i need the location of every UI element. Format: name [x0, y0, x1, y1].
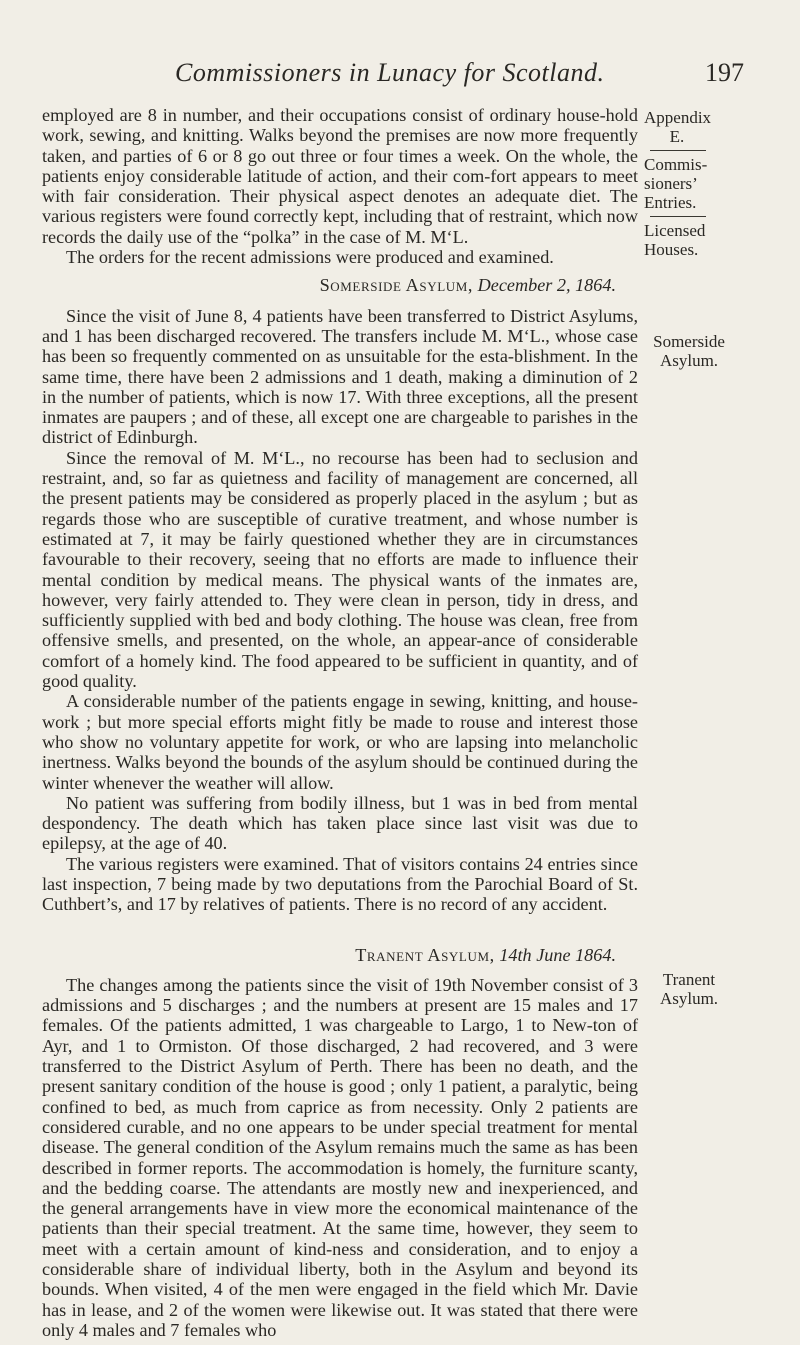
sidenote-rule — [650, 216, 706, 217]
paragraph: A considerable number of the patients engage in sewing, knitting, and house-work ; but more special efforts might fitly be made to rouse and interest those who show no voluntary appetite for work, or who are lapsing into melancholic inertness. Walks beyond the bounds of the asylum should be continued during the winter whenever the weather will allow. — [42, 691, 638, 793]
paragraph: Since the removal of M. M‘L., no recourse has been had to seclusion and restraint, and, so far as quietness and facility of management are concerned, all the present patients may be considered as properly placed in the asylum ; but as regards those who are susceptible of curative treatment, and whose number is estimated at 7, it may be fairly questioned whether they are in circumstances favourable to their recovery, seeing that no efforts are made to influence their mental condition by medical means. The physical wants of the inmates are, however, very fairly attended to. They were clean in person, tidy in dress, and sufficiently supplied with bed and body clothing. The house was clean, free from offensive smells, and presented, on the whole, an appear-ance of considerable comfort of a homely kind. The food appeared to be sufficient in quantity, and of good quality. — [42, 447, 638, 692]
sidenote-entries-line3: Entries. — [644, 193, 697, 212]
running-title: Commissioners in Lunacy for Scotland. — [175, 58, 605, 87]
paragraph: Since the visit of June 8, 4 patients have been transferred to District Asylums, and 1 has been discharged recovered. The transfers include M. M‘L., whose case has been so frequently commented on as unsuitable for the esta-blishment. In the same time, there have been 2 admissions and 1 death, making a diminution of 2 in the number of patients, which is now 17. With three exceptions, all the present inmates are paupers ; and of these, all except one are chargeable to parishes in the district of Edinburgh. — [42, 305, 638, 448]
sidenote-somerside — [644, 332, 794, 370]
sidenote-appendix-letter: E. — [669, 127, 685, 146]
sidenote-appendix-label: Appendix — [644, 108, 712, 127]
running-head — [0, 58, 800, 98]
sidenote-tranent-line1: Tranent — [662, 970, 716, 989]
sidenote-entries-line1: Commis- — [644, 155, 708, 174]
section-heading-date: December 2, 1864. — [477, 275, 616, 296]
sidenote-tranent — [644, 970, 794, 1008]
sidenote-houses: Houses. — [644, 240, 699, 259]
section-heading-name: Somerside Asylum, — [319, 275, 474, 296]
section-gap — [42, 915, 638, 937]
sidenote-appendix — [644, 108, 794, 259]
paragraph: The orders for the recent admissions were produced and examined. — [66, 247, 554, 268]
sidenote-somerside-line1: Somerside — [653, 332, 725, 351]
section-heading-somerside — [42, 275, 616, 295]
paragraph: No patient was suffering from bodily illness, but 1 was in bed from mental despondency. The death which has taken place since last visit was due to epilepsy, at the age of 40. — [42, 792, 638, 854]
page-number: 197 — [705, 58, 744, 87]
sidenote-tranent-line2: Asylum. — [659, 989, 719, 1008]
paragraph: The changes among the patients since the visit of 19th November consist of 3 admissions and 5 discharges ; and the numbers at present are 15 males and 17 females. Of the patients admitted, 1 was chargeable to Largo, 1 to New-ton of Ayr, and 1 to Ormiston. Of those discharged, 2 had recovered, and 3 were transferred to the District Asylum of Perth. There has been no death, and the present sanitary condition of the house is good ; only 1 patient, a paralytic, being confined to bed, as much from caprice as from necessity. Only 2 patients are considered curable, and no one appears to be under special treatment for mental disease. The general condition of the Asylum remains much the same as has been described in former reports. The accommodation is homely, the furniture scanty, and the bedding coarse. The attendants are mostly new and inexperienced, and the general arrangements have in view more the economical maintenance of the patients than their special treatment. At the same time, however, they seem to meet with a certain amount of kind-ness and consideration, and to enjoy a considerable share of individual liberty, both in the Asylum and beyond its bounds. When visited, 4 of the men were engaged in the field which Mr. Davie has in lease, and 2 of the women were likewise out. It was stated that there were only 4 males and 7 females who — [42, 974, 638, 1340]
sidenote-somerside-line2: Asylum. — [659, 351, 719, 370]
paragraph: employed are 8 in number, and their occupations consist of ordinary house-hold work, sewing, and knitting. Walks beyond the premises are now more frequently taken, and parties of 6 or 8 go out three or four times a week. On the whole, the patients enjoy considerable latitude of action, and their com-fort appears to meet with fair consideration. Their physical aspect denotes an adequate diet. The various registers were found correctly kept, including that of restraint, which now records the daily use of the “polka” in the case of M. M‘L. — [42, 105, 638, 247]
section-heading-tranent — [42, 945, 616, 965]
paragraph: The various registers were examined. That of visitors contains 24 entries since last inspection, 7 being made by two deputations from the Parochial Board of St. Cuthbert’s, and 17 by relatives of patients. There is no record of any accident. — [42, 853, 638, 915]
sidenote-rule — [650, 150, 706, 151]
sidenote-entries-line2: sioners’ — [644, 174, 698, 193]
section-heading-date: 14th June 1864. — [499, 944, 616, 965]
sidenote-licensed: Licensed — [644, 221, 706, 240]
main-text — [42, 105, 638, 1340]
section-heading-name: Tranent Asylum, — [355, 944, 495, 965]
